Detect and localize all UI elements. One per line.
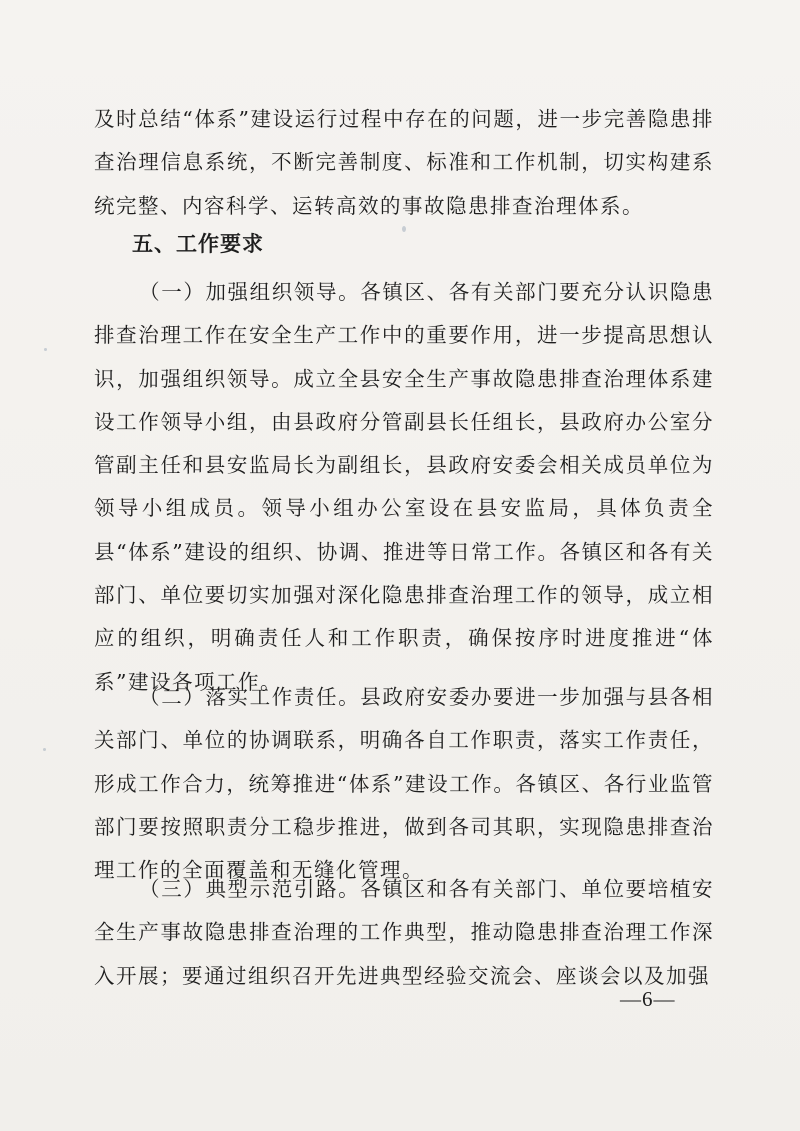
scan-speck xyxy=(402,226,406,232)
paragraph-typical-demonstration: （三）典型示范引路。各镇区和各有关部门、单位要培植安全生产事故隐患排查治理的工作典型，推动隐患排查治理工作深入开展；要通过组织召开先进典型经验交流会、座谈会以及加强 xyxy=(94,877,714,988)
paragraph-work-responsibility: （二）落实工作责任。县政府安委办要进一步加强与县各相关部门、单位的协调联系，明确各自工作职责，落实工作责任，形成工作合力，统筹推进“体系”建设工作。各镇区、各行业监管部门要按照职责分工稳步推进，做到各司其职，实现隐患排查治理工作的全面覆盖和无缝化管理。 xyxy=(94,685,714,883)
paragraph-intro: 及时总结“体系”建设运行过程中存在的问题，进一步完善隐患排查治理信息系统，不断完善制度、标准和工作机制，切实构建系统完整、内容科学、运转高效的事故隐患排查治理体系。 xyxy=(94,107,714,218)
scan-speck xyxy=(43,748,46,751)
section-heading-work-requirements: 五、工作要求 xyxy=(132,232,264,256)
scan-speck xyxy=(44,348,47,351)
page-number: —6— xyxy=(620,987,676,1011)
paragraph-organization-leadership: （一）加强组织领导。各镇区、各有关部门要充分认识隐患排查治理工作在安全生产工作中的重要作用，进一步提高思想认识，加强组织领导。成立全县安全生产事故隐患排查治理体系建设工作领导小组，由县政府分管副县长任组长，县政府办公室分管副主任和县安监局长为副组长，县政府安委会相关成员单位为领导小组成员。领导小组办公室设在县安监局，具体负责全县“体系”建设的组织、协调、推进等日常工作。各镇区和各有关部门、单位要切实加强对深化隐患排查治理工作的领导，成立相应的组织，明确责任人和工作职责，确保按序时进度推进“体系”建设各项工作。 xyxy=(94,280,714,694)
